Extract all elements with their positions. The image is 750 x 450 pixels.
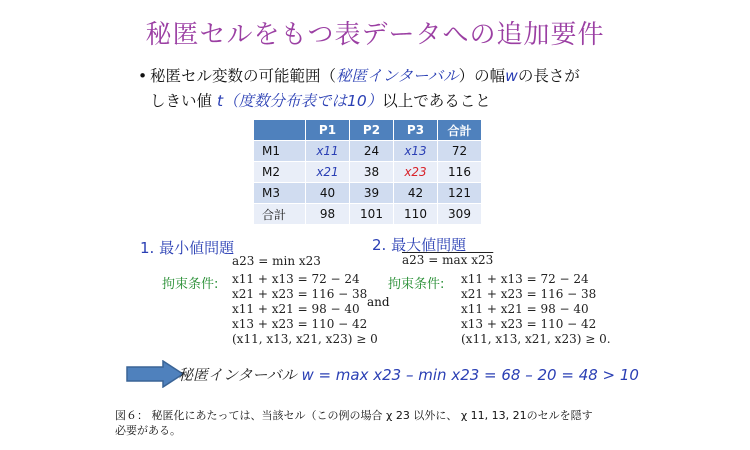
- row-label: 合計: [254, 204, 306, 225]
- row-label: M3: [254, 183, 306, 204]
- max-constraint-label: 拘束条件:: [388, 277, 445, 292]
- caption-line-2: 必要がある。: [115, 424, 181, 437]
- table-row: [254, 204, 482, 225]
- header-cell: P1: [306, 120, 350, 141]
- bullet-t: t: [216, 92, 224, 110]
- table-row: [254, 183, 482, 204]
- max-problem-heading: 2. 最大値問題: [372, 236, 467, 254]
- bullet-line-2: [150, 89, 670, 114]
- and-connector: and: [367, 295, 390, 309]
- requirement-bullet: [138, 64, 670, 114]
- interval-label: 秘匿インターバル: [178, 366, 297, 384]
- constraint-line: x13 + x23 = 110 − 42: [232, 317, 368, 331]
- constraint-line: x11 + x13 = 72 − 24: [232, 272, 360, 286]
- interval-result: [178, 364, 639, 385]
- slide-title: 秘匿セルをもつ表データへの追加要件: [145, 20, 605, 50]
- bullet-text-2: ）の幅: [458, 67, 506, 85]
- table-cell: 101: [350, 204, 394, 225]
- row-label: M1: [254, 141, 306, 162]
- interval-formula: w = max x23 – min x23 = 68 – 20 = 48 > 10: [301, 366, 639, 384]
- figure-caption: [115, 408, 675, 438]
- constraint-line: (x11, x13, x21, x23) ≥ 0.: [461, 332, 611, 346]
- table-cell: 24: [350, 141, 394, 162]
- table-cell: 72: [438, 141, 482, 162]
- table-cell: x13: [394, 141, 438, 162]
- table-header-row: [254, 120, 482, 141]
- min-constraints: [232, 272, 378, 347]
- table-cell: 42: [394, 183, 438, 204]
- table-cell: 309: [438, 204, 482, 225]
- table-row: [254, 141, 482, 162]
- bullet-text-3: の長さが: [517, 67, 580, 85]
- bullet-text-5: 以上であること: [382, 92, 491, 110]
- min-objective: a23 = min x23: [232, 254, 321, 268]
- bullet-w: w: [505, 67, 518, 85]
- caption-line-1: 図６： 秘匿化にあたっては、当該セル（この例の場合 χ 23 以外に、 χ 11, 13, 21のセルを隠す: [115, 409, 593, 422]
- constraint-line: (x11, x13, x21, x23) ≥ 0: [232, 332, 378, 346]
- bullet-symbol: •: [138, 67, 148, 85]
- frequency-table: [253, 119, 482, 225]
- table-cell: x21: [306, 162, 350, 183]
- constraint-line: x21 + x23 = 116 − 38: [461, 287, 597, 301]
- table-cell: 39: [350, 183, 394, 204]
- constraint-line: x11 + x13 = 72 − 24: [461, 272, 589, 286]
- table-cell: 40: [306, 183, 350, 204]
- table-cell: 116: [438, 162, 482, 183]
- header-cell: [254, 120, 306, 141]
- header-cell: P3: [394, 120, 438, 141]
- header-cell: P2: [350, 120, 394, 141]
- table-cell-target: x23: [394, 162, 438, 183]
- bullet-paren: （度数分布表では10）: [223, 92, 383, 110]
- bullet-text-1: 秘匿セル変数の可能範囲（: [150, 67, 337, 85]
- header-cell: 合計: [438, 120, 482, 141]
- right-arrow-icon: [125, 360, 185, 388]
- table-row: [254, 162, 482, 183]
- table-cell: 98: [306, 204, 350, 225]
- table-cell: 121: [438, 183, 482, 204]
- bullet-line-1: [150, 64, 670, 89]
- row-label: M2: [254, 162, 306, 183]
- constraint-line: x11 + x21 = 98 − 40: [461, 302, 589, 316]
- min-problem-heading: 1. 最小値問題: [140, 239, 235, 257]
- bullet-text-4: しきい値: [150, 92, 217, 110]
- table-cell: x11: [306, 141, 350, 162]
- min-constraint-label: 拘束条件:: [162, 277, 219, 292]
- table-cell: 110: [394, 204, 438, 225]
- max-objective: a23 = max x23: [402, 253, 494, 267]
- table-cell: 38: [350, 162, 394, 183]
- constraint-line: x21 + x23 = 116 − 38: [232, 287, 368, 301]
- constraint-line: x11 + x21 = 98 − 40: [232, 302, 360, 316]
- constraint-line: x13 + x23 = 110 − 42: [461, 317, 597, 331]
- max-constraints: [461, 272, 611, 347]
- bullet-term: 秘匿インターバル: [336, 67, 459, 85]
